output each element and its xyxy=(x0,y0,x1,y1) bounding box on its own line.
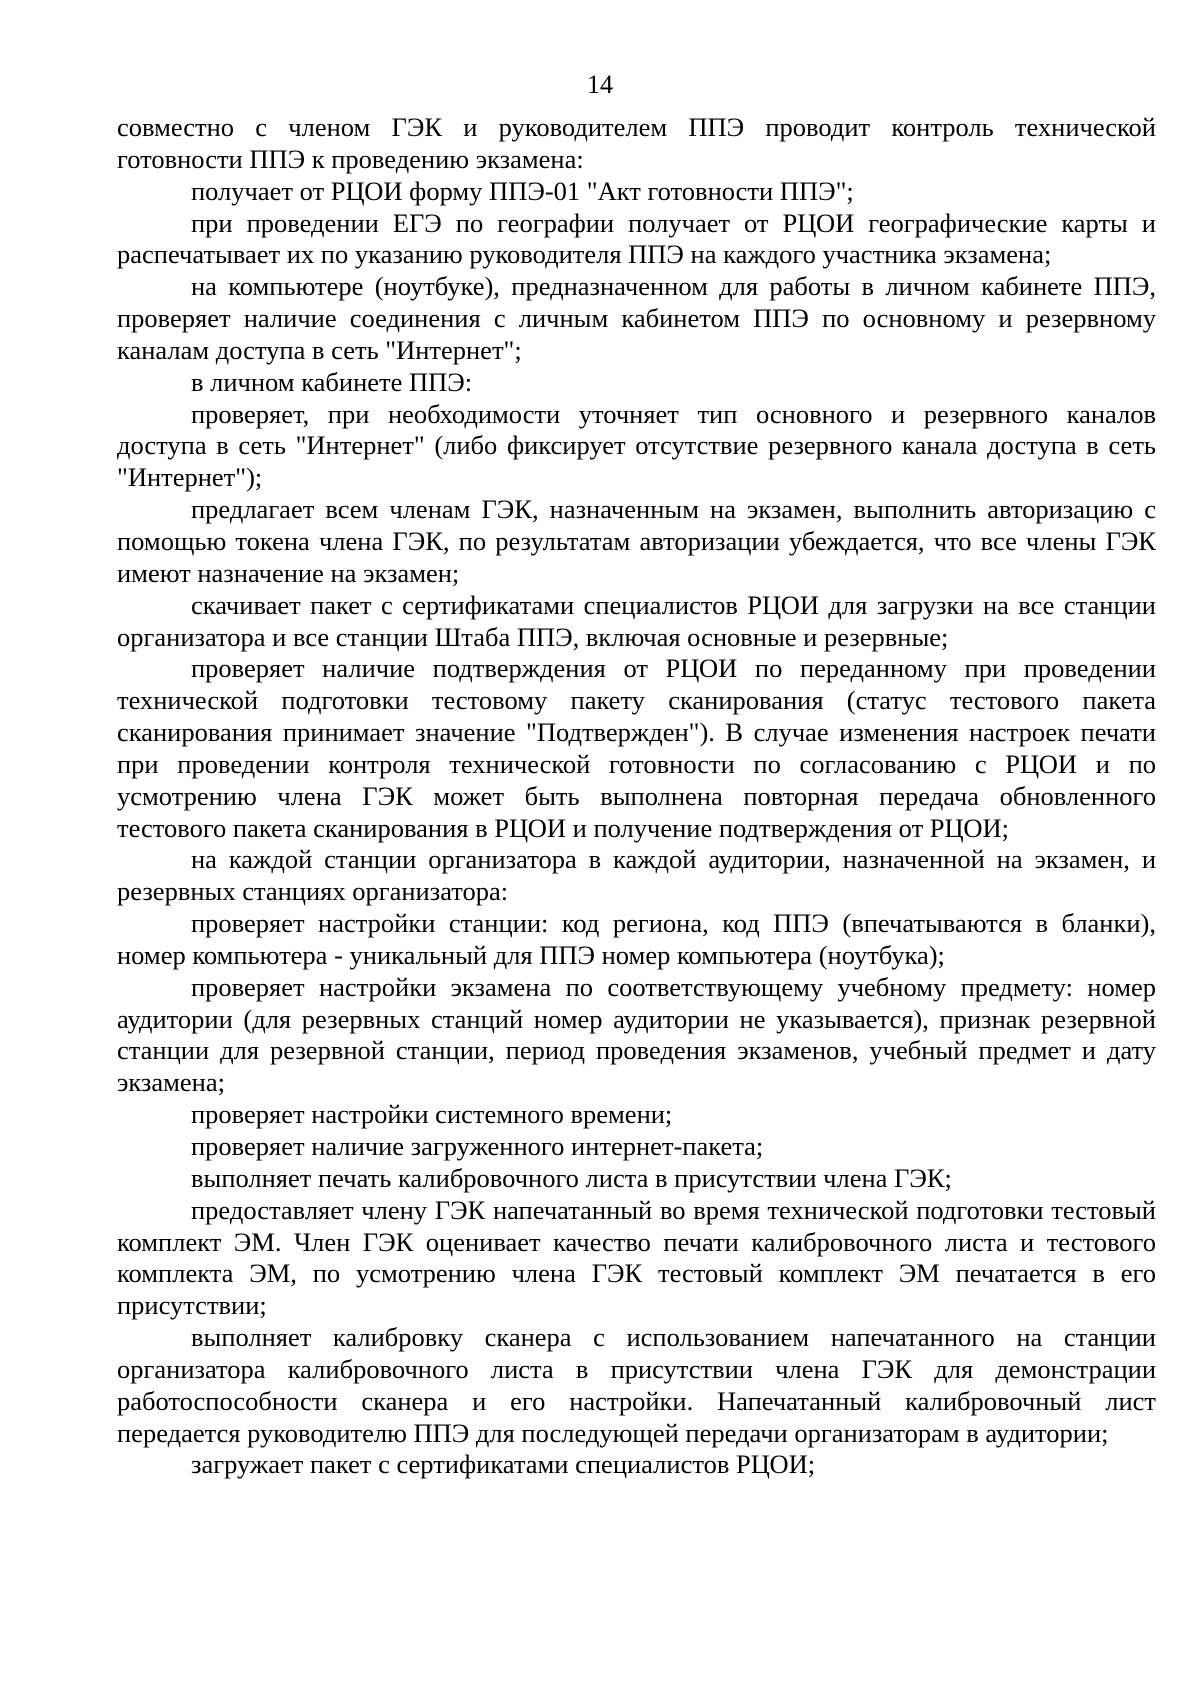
paragraph: совместно с членом ГЭК и руководителем ППЭ проводит контроль технической готовности ППЭ к проведению экзамена: xyxy=(117,112,1156,174)
paragraph: на каждой станции организатора в каждой аудитории, назначенной на экзамен, и резервных станциях организатора: xyxy=(117,844,1156,907)
paragraph: получает от РЦОИ форму ППЭ-01 "Акт готовности ППЭ"; xyxy=(191,175,854,206)
paragraph: проверяет настройки экзамена по соответствующему учебному предмету: номер аудитории (для резервных станций номер аудитории не указывается), признак резервной станции для резервной станции, период проведения экзаменов, учебный предмет и дату экзамена; xyxy=(117,971,1156,1098)
paragraph: проверяет настройки станции: код региона, код ППЭ (впечатываются в бланки), номер компьютера - уникальный для ППЭ номер компьютера (ноутбука); xyxy=(117,908,1156,970)
paragraph: проверяет наличие загруженного интернет-пакета; xyxy=(191,1131,764,1161)
paragraph: проверяет, при необходимости уточняет тип основного и резервного каналов доступа в сеть "Интернет" (либо фиксирует отсутствие резервного канала доступа в сеть "Интернет"); xyxy=(117,398,1156,493)
paragraph: выполняет калибровку сканера с использованием напечатанного на станции организатора калибровочного листа в присутствии члена ГЭК для демонстрации работоспособности сканера и его настройки. Напечатанный калибровочный лист передается руководителю ППЭ для последующей передачи организаторам в аудитории; xyxy=(117,1322,1156,1448)
page-number: 14 xyxy=(587,70,613,99)
paragraph: проверяет настройки системного времени; xyxy=(191,1099,673,1130)
paragraph: в личном кабинете ППЭ: xyxy=(191,366,473,397)
paragraph: предоставляет члену ГЭК напечатанный во время технической подготовки тестовый комплект ЭМ. Член ГЭК оценивает качество печати калибровочного листа и тестового комплекта ЭМ, по усмотрению члена ГЭК тестовый комплект ЭМ печатается в его присутствии; xyxy=(117,1194,1156,1321)
paragraph: предлагает всем членам ГЭК, назначенным на экзамен, выполнить авторизацию с помощью токена члена ГЭК, по результатам авторизации убеждается, что все члены ГЭК имеют назначение на экзамен; xyxy=(117,494,1156,588)
paragraph: выполняет печать калибровочного листа в присутствии члена ГЭК; xyxy=(191,1162,952,1193)
paragraph: на компьютере (ноутбуке), предназначенном для работы в личном кабинете ППЭ, проверяет наличие соединения с личным кабинетом ППЭ по основному и резервному каналам доступа в сеть "Интернет"; xyxy=(117,271,1156,365)
paragraph: скачивает пакет с сертификатами специалистов РЦОИ для загрузки на все станции организатора и все станции Штаба ППЭ, включая основные и резервные; xyxy=(117,589,1156,652)
paragraph: проверяет наличие подтверждения от РЦОИ по переданному при проведении технической подготовки тестовому пакету сканирования (статус тестового пакета сканирования принимает значение "Подтвержден"). В случае изменения настроек печати при проведении контроля технической готовности по согласованию с РЦОИ и по усмотрению члена ГЭК может быть выполнена повторная передача обновленного тестового пакета сканирования в РЦОИ и получение подтверждения от РЦОИ; xyxy=(117,653,1156,843)
paragraph: загружает пакет с сертификатами специалистов РЦОИ; xyxy=(191,1449,816,1480)
paragraph: при проведении ЕГЭ по географии получает от РЦОИ географические карты и распечатывает их по указанию руководителя ППЭ на каждого участника экзамена; xyxy=(117,207,1156,270)
document-body xyxy=(117,112,1156,1481)
